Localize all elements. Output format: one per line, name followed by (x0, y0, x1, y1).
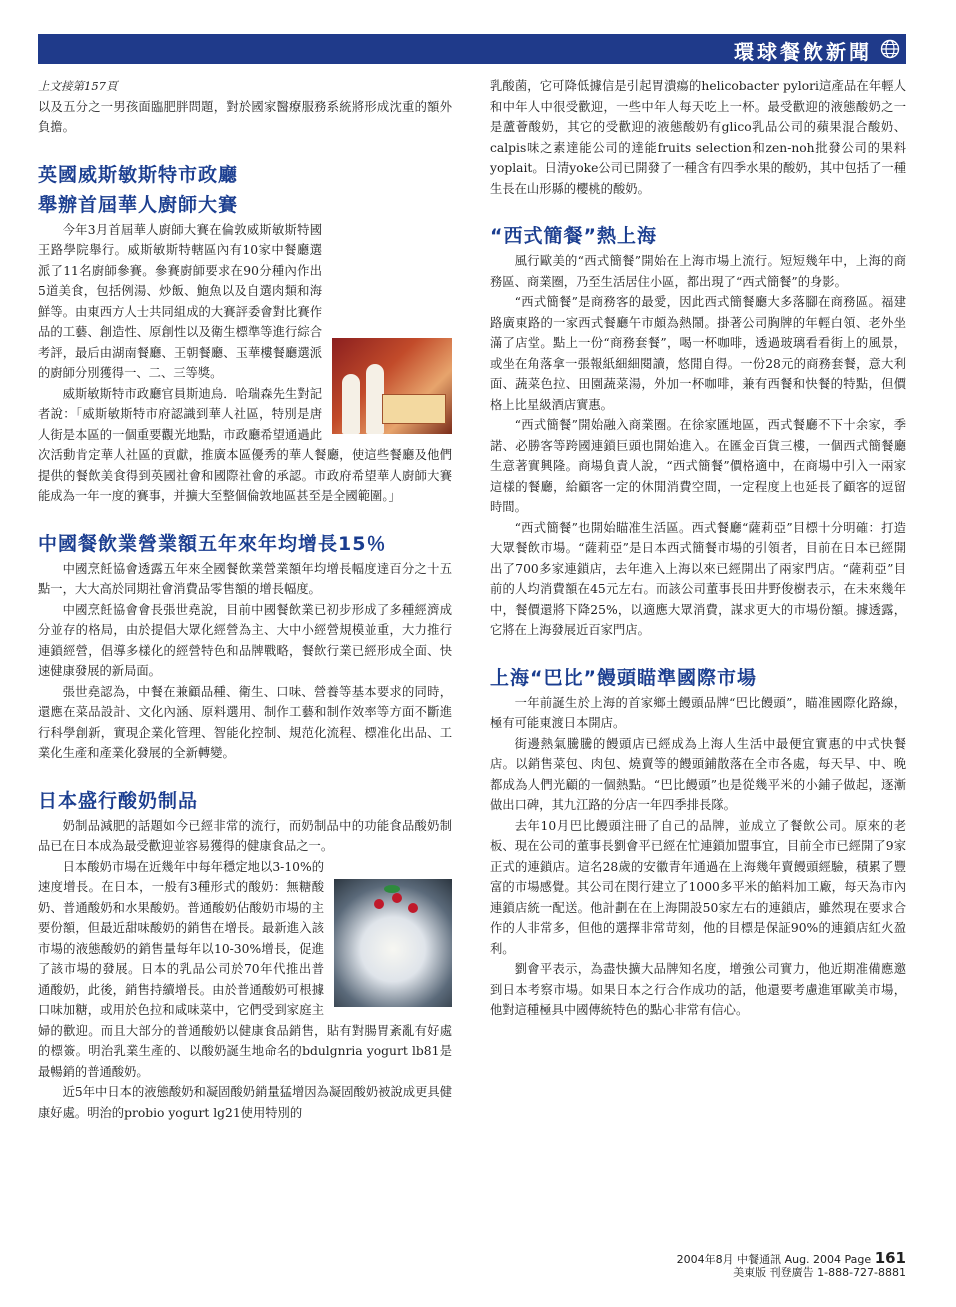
yogurt-paragraph-1: 奶制品減肥的話題如今已經非常的流行，而奶制品中的功能食品酸奶制品已在日本成為最受歡迎並容易獲得的健康食品之一。 (38, 818, 452, 853)
babi-paragraph-2: 街邊熱氣騰騰的饅頭店已經成為上海人生活中最便宜實惠的中式快餐店。以銷售菜包、肉包、燒賣等的饅頭鋪散落在全市各處，每天早、中、晚都成為人們光顧的一個熱點。“巴比饅頭”也是從幾平米的小鋪子做起，逐漸做出口碑，其九江路的分店一年四季排長隊。 (490, 736, 906, 812)
article-title-westminster-2: 舉辦首屆華人廚師大賽 (38, 193, 239, 216)
yogurt-paragraph-3: 近5年中日本的液態酸奶和凝固酸奶銷量猛增因為凝固酸奶被說成更具健康好處。明治的probio yogurt lg21使用特別的 (38, 1085, 452, 1120)
babi-paragraph-1: 一年前誕生於上海的首家鄉土饅頭品牌“巴比饅頭”，瞄准國際化路線，極有可能東渡日本開店。 (490, 695, 906, 730)
page-footer (676, 1249, 906, 1279)
western-paragraph-3: “西式簡餐”開始融入商業圈。在徐家匯地區，西式餐廳不下十余家，季諾、必勝客等跨國連鎖巨頭也開始進入。在匯金百貨三樓，一個西式簡餐廳生意著實興隆。商場負責人說，“西式簡餐”價格適中，在商場中引入一兩家這樣的餐廳，給顧客一定的休閒消費空間，一定程度上也延長了顧客的逗留時間。 (490, 418, 906, 514)
chef-contest-photo (332, 338, 452, 434)
article-title-china-growth: 中國餐飲業營業額五年來年均增長15％ (38, 532, 387, 555)
yogurt-photo (334, 879, 452, 1007)
china-growth-paragraph-1: 中國烹飪協會透露五年來全國餐飲業營業額年均增長幅度達百分之十五點一，大大高於同期社會消費品零售額的增長幅度。 (38, 561, 452, 596)
yogurt-continued-paragraph: 乳酸菌，它可降低據信是引起胃潰瘍的helicobacter pylori這產品在年輕人和中年人中很受歡迎，一些中年人每天吃上一杯。最受歡迎的液態酸奶之一是蘆薈酸奶，其它的受歡迎的液態酸奶有glico乳品公司的蘋果混合酸奶、calpis味之素達能公司的達能fruits selection和zen-noh批發公司的果料yoplait。日清yoke公司已開發了一種含有四季水果的酸奶，其中包括了一種生長在山形縣的櫻桃的酸奶。 (490, 79, 906, 196)
western-paragraph-1: 風行歐美的“西式簡餐”開始在上海市場上流行。短短幾年中，上海的商務區、商業圈，乃至生活居住小區，都出現了“西式簡餐”的身影。 (490, 254, 906, 289)
globe-icon (880, 39, 900, 59)
western-paragraph-2: “西式簡餐”是商務客的最愛，因此西式簡餐廳大多落腳在商務區。福建路廣東路的一家西式餐廳午市頗為熱鬧。掛著公司胸牌的年輕白領、老外坐滿了店堂。點上一份“商務套餐”，喝一杯咖啡，透過玻璃看看街上的風景，或坐在角落拿一張報紙細細閱讀，悠閒自得。一份28元的商務套餐，意大利面、蔬菜色拉、田園蔬菜湯，外加一杯咖啡，兼有西餐和快餐的特點，但價格上比星級酒店實惠。 (490, 295, 906, 412)
babi-paragraph-3: 去年10月巴比饅頭注冊了自己的品牌，並成立了餐飲公司。原來的老板、現在公司的董事長劉會平已經在忙連鎖加盟事宜，目前全市已經開了9家正式的連鎖店。這名28歲的安徽青年通過在上海幾年賣饅頭經驗，積累了豐富的市場感覺。其公司在閔行建立了1000多平米的餡料加工廠，每天為市內連鎖店統一配送。他計劃在在上海開設50家左右的連鎖店，雖然現在要求合作的人非常多，但他的選擇非常苛刻，他的目標是保証90%的連鎖店紅火盈利。 (490, 818, 906, 956)
china-growth-paragraph-3: 張世堯認為，中餐在兼顧品種、衛生、口味、營養等基本要求的同時，還應在菜品設計、文化內涵、原料選用、制作工藝和制作效率等方面不斷進行科學創新，實現企業化管理、智能化控制、規范化流程、標准化出品、工業化生產和產業化發展的全新轉變。 (38, 684, 452, 760)
westminster-paragraph-2: 威斯敏斯特市政廳官員斯迪烏．哈瑞森先生對記者說：「威斯敏斯特市府認識到華人社區，特別是唐人街是本區的一個重要觀光地點，市政廳希望通過此次活動肯定華人社區的貢獻，推廣本區優秀的華人餐廳，使這些餐廳及他們提供的餐飲美食得到英國社會和國際社會的承認。市政府希望華人廚師大賽能成為一年一度的賽事，并擴大至整個倫敦地區甚至是全國範圍。」 (38, 386, 452, 503)
westminster-paragraph-1: 今年3月首屆華人廚師大賽在倫敦威斯敏斯特國王路學院舉行。威斯敏斯特轄區內有10家中餐廳選派了11名廚師參賽。參賽廚師要求在90分種內作出5道美食，包括例湯、炒飯、鮑魚以及自選肉類和海鮮等。由東西方人士共同組成的大賽評委會對比賽作品的工藝、創造性、原創性以及衛生標準等進行綜合考評，最后由湖南餐廳、王朝餐廳、玉華樓餐廳選派的廚師分別獲得一、二、三等獎。 (38, 222, 322, 380)
left-column (38, 76, 452, 1123)
yogurt-paragraph-2: 日本酸奶市場在近幾年中每年穩定地以3-10%的速度增長。在日本，一般有3種形式的酸奶：無糖酸奶、普通酸奶和水果酸奶。普通酸奶佔酸奶市場的主要份額，但最近甜味酸奶的銷售在增長。最新進入該市場的液態酸奶的銷售量每年以10-30%增長，促進了該市場的發展。日本的乳品公司於70年代推出普通酸奶，此後，銷售持續增長。由於普通酸奶可根據口味加糖，或用於色拉和咸味菜中，它們受到家庭主婦的歡迎。而且大部分的普通酸奶以健康食品銷售，貼有對腸胃紊亂有好處的標簽。明治乳業生產的、以酸奶誕生地命名的bdulgnria yogurt lb81是最暢銷的普通酸奶。 (38, 859, 452, 1079)
continued-note: 上文接第157頁 (38, 79, 118, 93)
page-number: 161 (874, 1249, 906, 1267)
footer-date-line: 2004年8月 中餐通訊 Aug. 2004 Page (676, 1253, 872, 1266)
china-growth-paragraph-2: 中國烹飪協會會長張世堯說，目前中國餐飲業已初步形成了多種經濟成分並存的格局，由於提倡大眾化經營為主、大中小經營規模並重，大力推行連鎖經營，倡導多樣化的經營特色和品牌戰略，餐飲行業已經形成全面、快速健康發展的新局面。 (38, 602, 452, 678)
section-title: 環球餐飲新聞 (734, 40, 872, 64)
article-title-shanghai-western: “西式簡餐”熱上海 (490, 225, 657, 247)
right-column (490, 76, 906, 1021)
section-header-bar (38, 34, 906, 64)
article-title-westminster-1: 英國威斯敏斯特市政廳 (38, 163, 239, 186)
footer-ad-line: 美東版 刊登廣告 1-888-727-8881 (733, 1266, 906, 1279)
western-paragraph-4: “西式簡餐”也開始瞄准生活區。西式餐廳“薩莉亞”目標十分明確：打造大眾餐飲市場。“薩莉亞”是日本西式簡餐市場的引領者，目前在日本已經開出了700多家連鎖店，去年進入上海以來已經開出了兩家門店。“薩莉亞”目前的人均消費額在45元左右。而該公司董事長田井野俊樹表示，在未來幾年中，餐價還將下降25%，以適應大眾消費，謀求更大的市場份額。據透露，它將在上海發展近百家門店。 (490, 520, 906, 637)
article-title-babi-buns: 上海“巴比”饅頭瞄準國際市場 (490, 666, 757, 689)
babi-paragraph-4: 劉會平表示，為盡快擴大品牌知名度，增強公司實力，他近期准備應邀到日本考察市場。如果日本之行合作成功的話，他還要考慮進軍歐美市場，他對這種極具中國傳統特色的點心非常有信心。 (490, 962, 906, 1017)
article-title-japan-yogurt: 日本盛行酸奶制品 (38, 789, 199, 812)
intro-paragraph: 以及五分之一男孩面臨肥胖問題，對於國家醫療服務系統將形成沈重的額外負擔。 (38, 99, 452, 134)
